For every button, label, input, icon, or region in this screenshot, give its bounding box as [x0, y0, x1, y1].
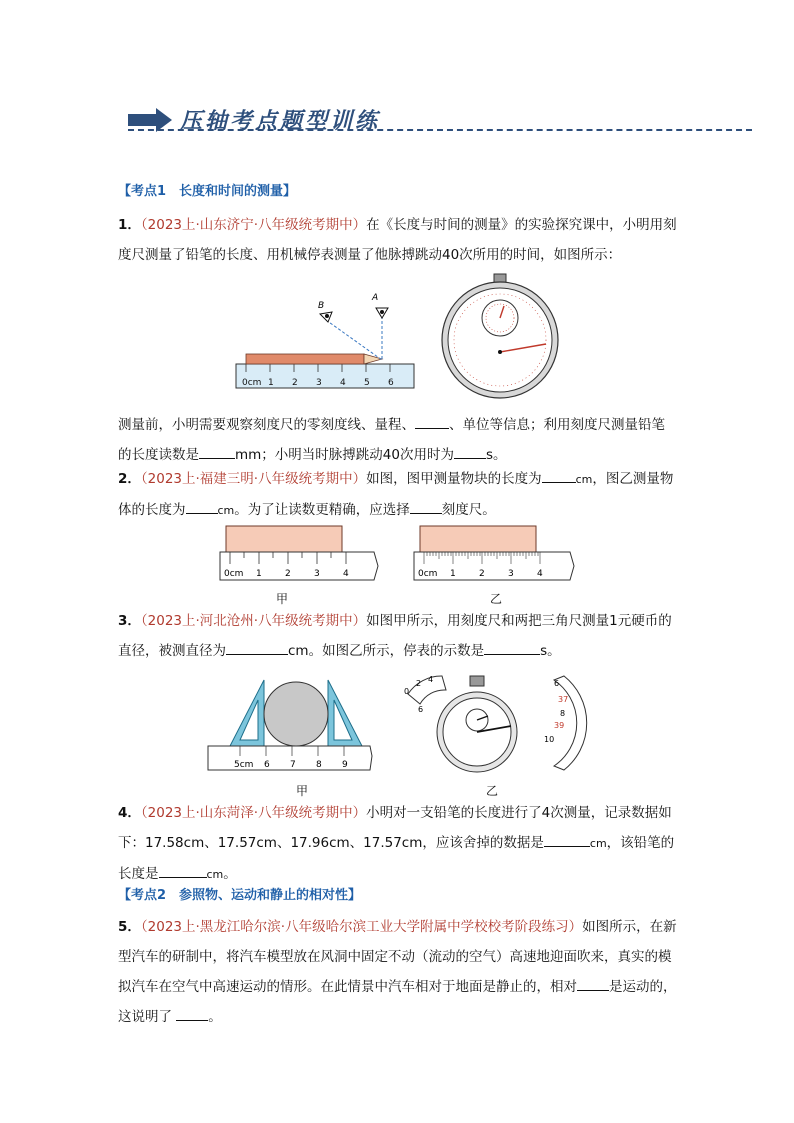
coin-measure-figure: [206, 676, 374, 774]
ruler-figure-yi: [412, 524, 578, 582]
ruler-tick: 4: [537, 569, 543, 579]
question-number: 3．: [118, 613, 141, 629]
question-number: 4．: [118, 805, 141, 821]
ruler-tick: 5cm: [234, 760, 254, 770]
question-1-blanks: [118, 410, 678, 470]
question-number: 5．: [118, 919, 141, 935]
stopwatch-figure: [436, 270, 564, 400]
eye-label-b: B: [318, 301, 325, 311]
eye-icon: [376, 308, 388, 318]
eye-label-a: A: [372, 293, 379, 303]
question-text: 是运动的，这说明了: [118, 979, 677, 1025]
page-title: 压轴考点题型训练: [180, 108, 381, 134]
ruler-tick: 2: [292, 378, 298, 388]
question-source: （2023上·山东菏泽·八年级统考期中）: [140, 805, 367, 821]
ruler-tick: 3: [508, 569, 514, 579]
ruler-tick: 5: [364, 378, 370, 388]
question-text: cm。如图乙所示，停表的示数是: [288, 643, 485, 659]
question-1: [118, 210, 678, 270]
question-4: [118, 798, 678, 890]
question-text: 小明对一支铅笔的长度进行了4次测量，记录数据如下：17.58cm、17.57cm、17.96cm、17.57cm，应该舍掉的数据是: [118, 805, 672, 851]
dial-label: 8: [560, 709, 566, 718]
question-text: 如图甲所示，用刻度尺和两把三角尺测量1元硬币的直径，被测直径为: [118, 613, 672, 659]
question-text: s。: [540, 643, 561, 659]
question-text: 测量前，小明需要观察刻度尺的零刻度线、量程、: [118, 417, 415, 433]
figure-caption: 甲: [296, 784, 309, 798]
answer-blank[interactable]: [544, 832, 590, 847]
figure-caption: 乙: [490, 592, 503, 606]
answer-blank[interactable]: [199, 444, 235, 459]
question-text: s。: [485, 447, 507, 463]
question-text: 在《长度与时间的测量》的实验探究课中，小明用刻度尺测量了铅笔的长度、用机械停表测量了他脉搏跳动40次所用的时间，如图所示：: [118, 217, 677, 263]
answer-blank[interactable]: [226, 640, 288, 655]
unit-label: cm: [589, 837, 607, 850]
question-number: 1．: [118, 217, 141, 233]
question-text: 如图所示，在新型汽车的研制中，将汽车模型放在风洞中固定不动（流动的空气）高速地迎面吹来，真实的模拟汽车在空气中高速运动的情形。在此情景中汽车相对于地面是静止的，相对: [118, 919, 677, 995]
question-text: ，图乙测量物体的长度为: [118, 471, 674, 518]
unit-label: cm: [575, 473, 593, 486]
stopwatch-dial-figure: [398, 670, 590, 780]
question-source: （2023上·黑龙江哈尔滨·八年级哈尔滨工业大学附属中学校校考阶段练习）: [140, 919, 583, 935]
question-source: （2023上·福建三明·八年级统考期中）: [140, 471, 367, 487]
question-text: mm；小明当时脉搏跳动40次用时为: [235, 447, 454, 463]
pencil-ruler-figure: [232, 288, 418, 392]
question-text: 刻度尺。: [441, 502, 496, 518]
ruler-tick: 9: [342, 760, 348, 770]
question-source: （2023上·山东济宁·八年级统考期中）: [140, 217, 367, 233]
question-text: 。: [208, 1009, 222, 1025]
dial-label: 0: [404, 687, 410, 696]
ruler-tick: 0cm: [242, 378, 262, 388]
ruler-tick: 4: [340, 378, 346, 388]
question-text: ，该铅笔的长度是: [118, 835, 675, 882]
header-divider: [128, 129, 752, 131]
topic-heading: 【考点2 参照物、运动和静止的相对性】: [118, 888, 362, 903]
ruler-tick: 0cm: [418, 569, 438, 579]
question-text: 。: [223, 866, 237, 882]
question-text: 、单位等信息；利用刻度尺测量铅笔的长度读数是: [118, 417, 665, 463]
ruler-tick: 2: [479, 569, 485, 579]
answer-blank[interactable]: [186, 499, 218, 514]
answer-blank[interactable]: [454, 444, 486, 459]
dial-label: 39: [554, 721, 565, 730]
ruler-tick: 0cm: [224, 569, 244, 579]
topic-heading: 【考点1 长度和时间的测量】: [118, 184, 297, 199]
answer-blank[interactable]: [577, 976, 609, 991]
answer-blank[interactable]: [542, 468, 576, 483]
ruler-tick: 1: [256, 569, 262, 579]
ruler-tick: 6: [264, 760, 270, 770]
ruler-figure-jia: [218, 524, 382, 582]
dial-label: 37: [558, 695, 569, 704]
ruler-tick: 1: [450, 569, 456, 579]
figure-caption: 甲: [276, 592, 289, 606]
question-source: （2023上·河北沧州·八年级统考期中）: [140, 613, 367, 629]
question-number: 2．: [118, 471, 141, 487]
dial-label: 2: [416, 679, 422, 688]
ruler-tick: 2: [285, 569, 291, 579]
ruler-tick: 6: [388, 378, 394, 388]
ruler-tick: 1: [268, 378, 274, 388]
ruler-tick: 3: [314, 569, 320, 579]
eye-icon: [320, 312, 332, 322]
unit-label: cm: [206, 868, 224, 881]
question-text: 。为了让读数更精确，应选择: [234, 502, 410, 518]
ruler-tick: 3: [316, 378, 322, 388]
unit-label: cm: [217, 504, 235, 517]
dial-label: 4: [428, 675, 434, 684]
question-5: [118, 912, 678, 1032]
answer-blank[interactable]: [410, 499, 442, 514]
dial-label: 6: [554, 679, 560, 688]
ruler-tick: 7: [290, 760, 296, 770]
dial-label: 6: [418, 705, 424, 714]
answer-blank[interactable]: [176, 1006, 208, 1021]
figure-caption: 乙: [486, 784, 499, 798]
ruler-tick: 4: [343, 569, 349, 579]
answer-blank[interactable]: [484, 640, 540, 655]
question-3: [118, 606, 678, 666]
dial-label: 10: [544, 735, 555, 744]
question-2: [118, 464, 678, 526]
question-text: 如图，图甲测量物块的长度为: [366, 471, 542, 487]
ruler-tick: 8: [316, 760, 322, 770]
answer-blank[interactable]: [159, 863, 207, 878]
answer-blank[interactable]: [415, 414, 449, 429]
